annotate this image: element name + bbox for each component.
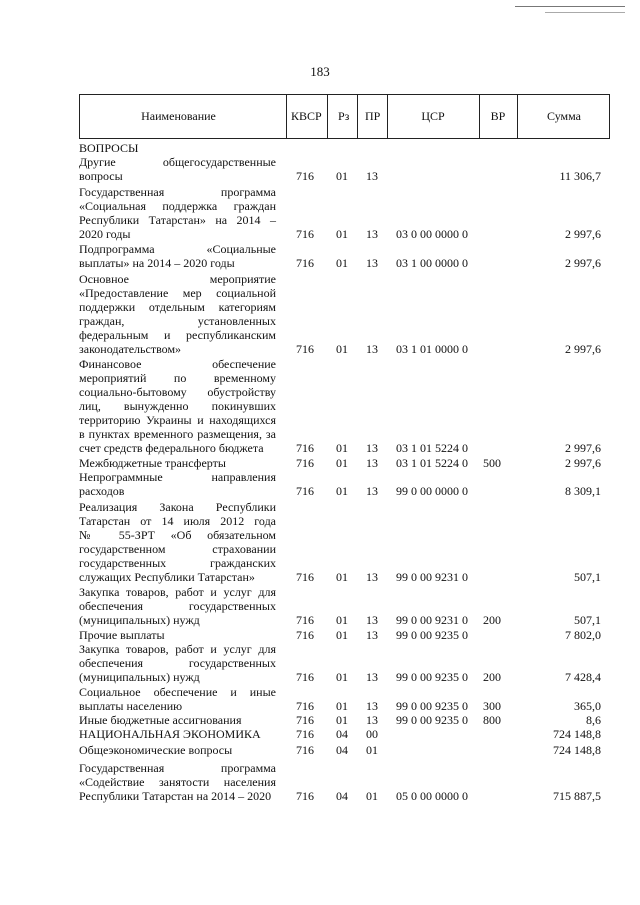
row-name bbox=[79, 357, 276, 455]
row-name bbox=[79, 743, 276, 757]
cell-kvsr: 716 bbox=[296, 227, 314, 241]
cell-vr: 800 bbox=[483, 713, 501, 727]
row-name-line: (муниципальных) нужд bbox=[79, 670, 200, 684]
row-name bbox=[79, 185, 276, 241]
row-name bbox=[79, 272, 276, 356]
cell-csr: 99 0 00 0000 0 bbox=[396, 484, 468, 498]
cell-sum: 715 887,5 bbox=[553, 789, 601, 803]
header-rz: Рз bbox=[338, 109, 350, 123]
cell-rz: 01 bbox=[336, 169, 348, 183]
cell-rz: 01 bbox=[336, 699, 348, 713]
row-name bbox=[79, 761, 276, 803]
row-name-line: поддержки отдельным категориям bbox=[79, 300, 276, 314]
row-name-line: Другие общегосударственные bbox=[79, 155, 276, 169]
row-name-line: служащих Республики Татарстан» bbox=[79, 570, 255, 584]
row-name bbox=[79, 141, 276, 155]
top-rule bbox=[515, 6, 625, 7]
row-name-line: законодательством» bbox=[79, 342, 182, 356]
cell-csr: 99 0 00 9231 0 bbox=[396, 613, 468, 627]
row-name-line: Закупка товаров, работ и услуг для bbox=[79, 642, 276, 656]
cell-csr: 99 0 00 9231 0 bbox=[396, 570, 468, 584]
cell-rz: 01 bbox=[336, 570, 348, 584]
row-name-line: федеральным и республиканским bbox=[79, 328, 276, 342]
row-name bbox=[79, 456, 276, 470]
cell-rz: 04 bbox=[336, 727, 348, 741]
header-csr: ЦСР bbox=[421, 109, 445, 123]
row-name-line: Реализация Закона Республики bbox=[79, 500, 276, 514]
row-name-line: выплаты» на 2014 – 2020 годы bbox=[79, 256, 235, 270]
cell-sum: 11 306,7 bbox=[559, 169, 601, 183]
row-name-line: Межбюджетные трансферты bbox=[79, 456, 226, 470]
cell-pr: 00 bbox=[366, 727, 378, 741]
budget-table bbox=[79, 94, 610, 803]
cell-kvsr: 716 bbox=[296, 256, 314, 270]
cell-sum: 724 148,8 bbox=[553, 727, 601, 741]
cell-pr: 13 bbox=[366, 441, 378, 455]
cell-kvsr: 716 bbox=[296, 613, 314, 627]
header-name: Наименование bbox=[141, 109, 216, 123]
cell-csr: 05 0 00 0000 0 bbox=[396, 789, 468, 803]
row-name bbox=[79, 500, 276, 584]
cell-vr: 300 bbox=[483, 699, 501, 713]
row-name-line: Государственная программа bbox=[79, 185, 276, 199]
top-rule-secondary bbox=[545, 12, 625, 13]
cell-sum: 507,1 bbox=[574, 613, 601, 627]
row-name-line: «Предоставление мер социальной bbox=[79, 286, 276, 300]
cell-vr: 500 bbox=[483, 456, 501, 470]
cell-sum: 365,0 bbox=[574, 699, 601, 713]
cell-kvsr: 716 bbox=[296, 789, 314, 803]
cell-rz: 01 bbox=[336, 628, 348, 642]
header-vr: ВР bbox=[490, 109, 506, 123]
row-name-line: 2020 годы bbox=[79, 227, 131, 241]
cell-rz: 01 bbox=[336, 342, 348, 356]
cell-vr: 200 bbox=[483, 613, 501, 627]
row-name-line: территорию Украины и находящихся bbox=[79, 413, 276, 427]
cell-kvsr: 716 bbox=[296, 699, 314, 713]
cell-sum: 507,1 bbox=[574, 570, 601, 584]
cell-pr: 01 bbox=[366, 789, 378, 803]
cell-kvsr: 716 bbox=[296, 713, 314, 727]
row-name-line: Татарстан от 14 июля 2012 года bbox=[79, 514, 276, 528]
table-header bbox=[79, 94, 610, 139]
header-divider bbox=[286, 95, 287, 138]
cell-pr: 13 bbox=[366, 628, 378, 642]
cell-kvsr: 716 bbox=[296, 484, 314, 498]
row-name-line: в пунктах временного размещения, за bbox=[79, 427, 276, 441]
cell-sum: 8,6 bbox=[586, 713, 601, 727]
header-sum: Сумма bbox=[547, 109, 581, 123]
row-name-line: Подпрограмма «Социальные bbox=[79, 242, 276, 256]
cell-sum: 2 997,6 bbox=[565, 441, 601, 455]
header-divider bbox=[327, 95, 328, 138]
row-name-line: Финансовое обеспечение bbox=[79, 357, 276, 371]
cell-sum: 2 997,6 bbox=[565, 227, 601, 241]
cell-pr: 13 bbox=[366, 570, 378, 584]
cell-kvsr: 716 bbox=[296, 169, 314, 183]
cell-sum: 724 148,8 bbox=[553, 743, 601, 757]
header-divider bbox=[357, 95, 358, 138]
row-name bbox=[79, 628, 276, 642]
cell-sum: 7 802,0 bbox=[565, 628, 601, 642]
cell-pr: 13 bbox=[366, 699, 378, 713]
cell-rz: 01 bbox=[336, 456, 348, 470]
row-name-line: граждан, установленных bbox=[79, 314, 276, 328]
row-name bbox=[79, 727, 276, 741]
cell-pr: 13 bbox=[366, 227, 378, 241]
row-name bbox=[79, 155, 276, 183]
cell-csr: 03 1 01 0000 0 bbox=[396, 342, 468, 356]
cell-kvsr: 716 bbox=[296, 670, 314, 684]
cell-rz: 04 bbox=[336, 789, 348, 803]
cell-pr: 13 bbox=[366, 456, 378, 470]
row-name-line: государственном страховании bbox=[79, 542, 276, 556]
row-name bbox=[79, 470, 276, 498]
row-name-line: «Содействие занятости населения bbox=[79, 775, 276, 789]
cell-csr: 03 1 01 5224 0 bbox=[396, 441, 468, 455]
cell-vr: 200 bbox=[483, 670, 501, 684]
row-name bbox=[79, 685, 276, 713]
cell-pr: 13 bbox=[366, 613, 378, 627]
cell-pr: 13 bbox=[366, 342, 378, 356]
row-name-line: Прочие выплаты bbox=[79, 628, 165, 642]
cell-csr: 99 0 00 9235 0 bbox=[396, 713, 468, 727]
cell-sum: 2 997,6 bbox=[565, 456, 601, 470]
row-name-line: ВОПРОСЫ bbox=[79, 141, 139, 155]
cell-sum: 2 997,6 bbox=[565, 256, 601, 270]
cell-sum: 7 428,4 bbox=[565, 670, 601, 684]
row-name-line: Непрограммные направления bbox=[79, 470, 276, 484]
row-name bbox=[79, 585, 276, 627]
row-name bbox=[79, 242, 276, 270]
row-name-line: Социальное обеспечение и иные bbox=[79, 685, 276, 699]
row-name-line: обеспечения государственных bbox=[79, 599, 276, 613]
row-name-line: Закупка товаров, работ и услуг для bbox=[79, 585, 276, 599]
row-name-line: (муниципальных) нужд bbox=[79, 613, 200, 627]
row-name bbox=[79, 642, 276, 684]
row-name-line: Общеэкономические вопросы bbox=[79, 743, 233, 757]
row-name bbox=[79, 713, 276, 727]
cell-kvsr: 716 bbox=[296, 743, 314, 757]
cell-pr: 01 bbox=[366, 743, 378, 757]
row-name-line: Республики Татарстан на 2014 – 2020 bbox=[79, 789, 272, 803]
cell-rz: 04 bbox=[336, 743, 348, 757]
row-name-line: Основное мероприятие bbox=[79, 272, 276, 286]
row-name-line: «Социальная поддержка граждан bbox=[79, 199, 276, 213]
cell-csr: 99 0 00 9235 0 bbox=[396, 628, 468, 642]
row-name-line: мероприятий по временному bbox=[79, 371, 276, 385]
cell-rz: 01 bbox=[336, 256, 348, 270]
row-name-line: расходов bbox=[79, 484, 125, 498]
header-pr: ПР bbox=[365, 109, 381, 123]
cell-kvsr: 716 bbox=[296, 342, 314, 356]
row-name-line: обеспечения государственных bbox=[79, 656, 276, 670]
row-name-line: Республики Татарстан» на 2014 – bbox=[79, 213, 276, 227]
row-name-line: социально-бытовому обустройству bbox=[79, 385, 276, 399]
cell-csr: 99 0 00 9235 0 bbox=[396, 670, 468, 684]
cell-csr: 03 1 01 5224 0 bbox=[396, 456, 468, 470]
row-name-line: Иные бюджетные ассигнования bbox=[79, 713, 242, 727]
row-name-line: № 55-ЗРТ «Об обязательном bbox=[79, 528, 276, 542]
cell-kvsr: 716 bbox=[296, 570, 314, 584]
cell-kvsr: 716 bbox=[296, 441, 314, 455]
cell-kvsr: 716 bbox=[296, 727, 314, 741]
cell-rz: 01 bbox=[336, 670, 348, 684]
cell-rz: 01 bbox=[336, 227, 348, 241]
cell-kvsr: 716 bbox=[296, 456, 314, 470]
cell-pr: 13 bbox=[366, 713, 378, 727]
cell-rz: 01 bbox=[336, 613, 348, 627]
cell-pr: 13 bbox=[366, 256, 378, 270]
row-name-line: Государственная программа bbox=[79, 761, 276, 775]
page-number: 183 bbox=[310, 64, 330, 79]
cell-kvsr: 716 bbox=[296, 628, 314, 642]
cell-pr: 13 bbox=[366, 169, 378, 183]
header-kvsr: КВСР bbox=[291, 109, 322, 123]
row-name-line: лиц, вынужденно покинувших bbox=[79, 399, 276, 413]
cell-rz: 01 bbox=[336, 713, 348, 727]
cell-csr: 03 1 00 0000 0 bbox=[396, 256, 468, 270]
cell-csr: 03 0 00 0000 0 bbox=[396, 227, 468, 241]
cell-sum: 2 997,6 bbox=[565, 342, 601, 356]
cell-csr: 99 0 00 9235 0 bbox=[396, 699, 468, 713]
row-name-line: НАЦИОНАЛЬНАЯ ЭКОНОМИКА bbox=[79, 727, 261, 741]
cell-rz: 01 bbox=[336, 441, 348, 455]
cell-pr: 13 bbox=[366, 670, 378, 684]
cell-sum: 8 309,1 bbox=[565, 484, 601, 498]
row-name-line: счет средств федерального бюджета bbox=[79, 441, 264, 455]
cell-pr: 13 bbox=[366, 484, 378, 498]
row-name-line: выплаты населению bbox=[79, 699, 183, 713]
cell-rz: 01 bbox=[336, 484, 348, 498]
row-name-line: государственных гражданских bbox=[79, 556, 276, 570]
row-name-line: вопросы bbox=[79, 169, 123, 183]
